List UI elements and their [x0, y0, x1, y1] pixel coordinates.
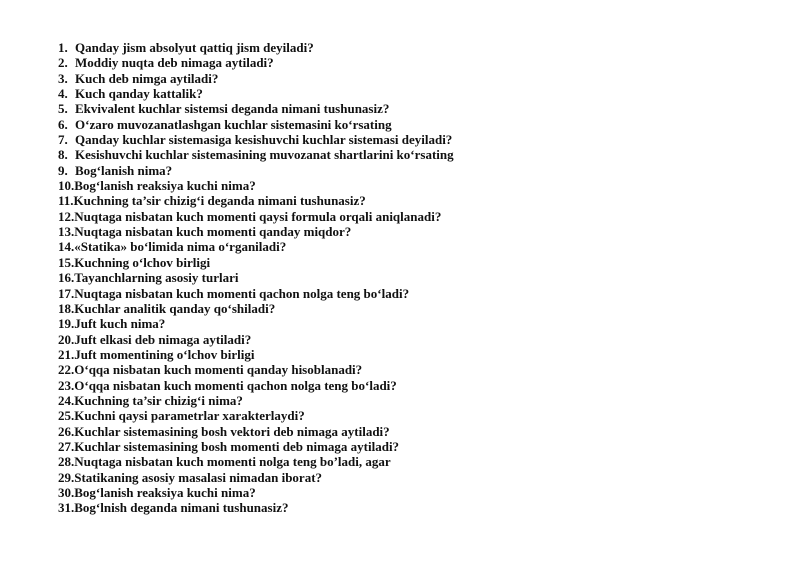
question-text: Nuqtaga nisbatan kuch momenti qachon nolga teng bo‘ladi?	[74, 285, 410, 301]
question-item	[58, 286, 454, 301]
question-text: O‘zaro muvozanatlashgan kuchlar sistemasini ko‘rsating	[75, 116, 392, 132]
question-number: 8.	[58, 147, 68, 163]
question-text: Bog‘lnish deganda nimani tushunasiz?	[74, 500, 289, 516]
question-text: Juft elkasi deb nimaga aytiladi?	[74, 331, 252, 347]
question-text: Qanday kuchlar sistemasiga kesishuvchi kuchlar sistemasi deyiladi?	[75, 132, 453, 148]
question-item	[58, 439, 454, 454]
question-item	[58, 332, 454, 347]
question-number: 6.	[58, 116, 68, 132]
question-number: 1.	[58, 40, 68, 55]
question-text: «Statika» bo‘limida nima o‘rganiladi?	[74, 239, 287, 255]
question-number: 28.	[58, 454, 75, 470]
question-number: 26.	[58, 423, 75, 439]
question-text: Bog‘lanish reaksiya kuchi nima?	[74, 484, 256, 500]
question-item	[58, 163, 454, 178]
question-number: 23.	[58, 377, 75, 393]
question-number: 25.	[58, 408, 75, 424]
question-number: 29.	[58, 469, 75, 485]
question-item	[58, 55, 454, 70]
question-item	[58, 40, 454, 55]
question-number: 19.	[58, 316, 75, 332]
question-list	[58, 40, 454, 516]
question-text: Kesishuvchi kuchlar sistemasining muvozanat shartlarini ko‘rsating	[75, 147, 454, 163]
question-text: Kuch deb nimga aytiladi?	[75, 70, 219, 86]
question-text: Kuchni qaysi parametrlar xarakterlaydi?	[74, 408, 305, 424]
question-number: 30.	[58, 484, 75, 500]
question-item	[58, 71, 454, 86]
question-number: 22.	[58, 362, 75, 378]
question-text: Kuchlar sistemasining bosh momenti deb nimaga aytiladi?	[74, 438, 400, 454]
question-text: Moddiy nuqta deb nimaga aytiladi?	[75, 55, 274, 71]
question-item	[58, 393, 454, 408]
question-number: 14.	[58, 239, 75, 255]
question-number: 27.	[58, 438, 75, 454]
question-item	[58, 117, 454, 132]
question-text: Kuchlar analitik qanday qo‘shiladi?	[74, 300, 276, 316]
question-text: O‘qqa nisbatan kuch momenti qachon nolga teng bo‘ladi?	[74, 377, 397, 393]
question-item	[58, 378, 454, 393]
question-number: 5.	[58, 101, 68, 117]
question-number: 15.	[58, 254, 75, 270]
question-text: Bog‘lanish nima?	[75, 162, 173, 178]
question-item	[58, 86, 454, 101]
question-item	[58, 132, 454, 147]
question-text: Juft momentining o‘lchov birligi	[74, 346, 255, 362]
question-item	[58, 500, 454, 515]
question-number: 2.	[58, 55, 68, 71]
question-number: 10.	[58, 178, 75, 194]
question-item	[58, 239, 454, 254]
question-number: 9.	[58, 162, 68, 178]
question-text: Juft kuch nima?	[74, 316, 166, 332]
question-item	[58, 224, 454, 239]
question-text: Kuchning ta’sir chizig‘i deganda nimani tushunasiz?	[73, 193, 366, 209]
question-item	[58, 485, 454, 500]
question-text: Bog‘lanish reaksiya kuchi nima?	[74, 178, 256, 194]
question-text: Nuqtaga nisbatan kuch momenti nolga teng bo’ladi, agar	[74, 454, 391, 470]
question-number: 24.	[58, 392, 75, 408]
question-number: 31.	[58, 500, 75, 516]
question-item	[58, 424, 454, 439]
question-number: 4.	[58, 86, 68, 102]
question-item	[58, 470, 454, 485]
question-text: O‘qqa nisbatan kuch momenti qanday hisoblanadi?	[74, 362, 363, 378]
question-text: Kuch qanday kattalik?	[75, 86, 203, 102]
question-item	[58, 454, 454, 469]
question-text: Ekvivalent kuchlar sistemsi deganda nimani tushunasiz?	[75, 101, 390, 117]
question-item	[58, 101, 454, 116]
question-item	[58, 209, 454, 224]
question-number: 18.	[58, 300, 75, 316]
question-text: Tayanchlarning asosiy turlari	[74, 270, 239, 286]
question-text: Statikaning asosiy masalasi nimadan iborat?	[74, 469, 323, 485]
question-item	[58, 147, 454, 162]
question-text: Nuqtaga nisbatan kuch momenti qanday miqdor?	[74, 224, 352, 240]
question-number: 7.	[58, 132, 68, 148]
question-item	[58, 362, 454, 377]
question-text: Kuchning o‘lchov birligi	[74, 254, 211, 270]
question-number: 21.	[58, 346, 75, 362]
question-item	[58, 301, 454, 316]
question-item	[58, 408, 454, 423]
question-number: 20.	[58, 331, 75, 347]
question-number: 16.	[58, 270, 75, 286]
question-item	[58, 347, 454, 362]
question-text: Kuchning ta’sir chizig‘i nima?	[74, 392, 243, 408]
question-number: 17.	[58, 285, 75, 301]
question-number: 3.	[58, 70, 68, 86]
question-number: 11.	[58, 193, 74, 209]
question-number: 12.	[58, 208, 75, 224]
question-text: Nuqtaga nisbatan kuch momenti qaysi formula orqali aniqlanadi?	[74, 208, 442, 224]
question-text: Kuchlar sistemasining bosh vektori deb nimaga aytiladi?	[74, 423, 390, 439]
question-item	[58, 316, 454, 331]
question-item	[58, 178, 454, 193]
question-text: Qanday jism absolyut qattiq jism deyiladi?	[75, 40, 314, 55]
question-item	[58, 270, 454, 285]
question-item	[58, 255, 454, 270]
question-item	[58, 193, 454, 208]
question-number: 13.	[58, 224, 75, 240]
